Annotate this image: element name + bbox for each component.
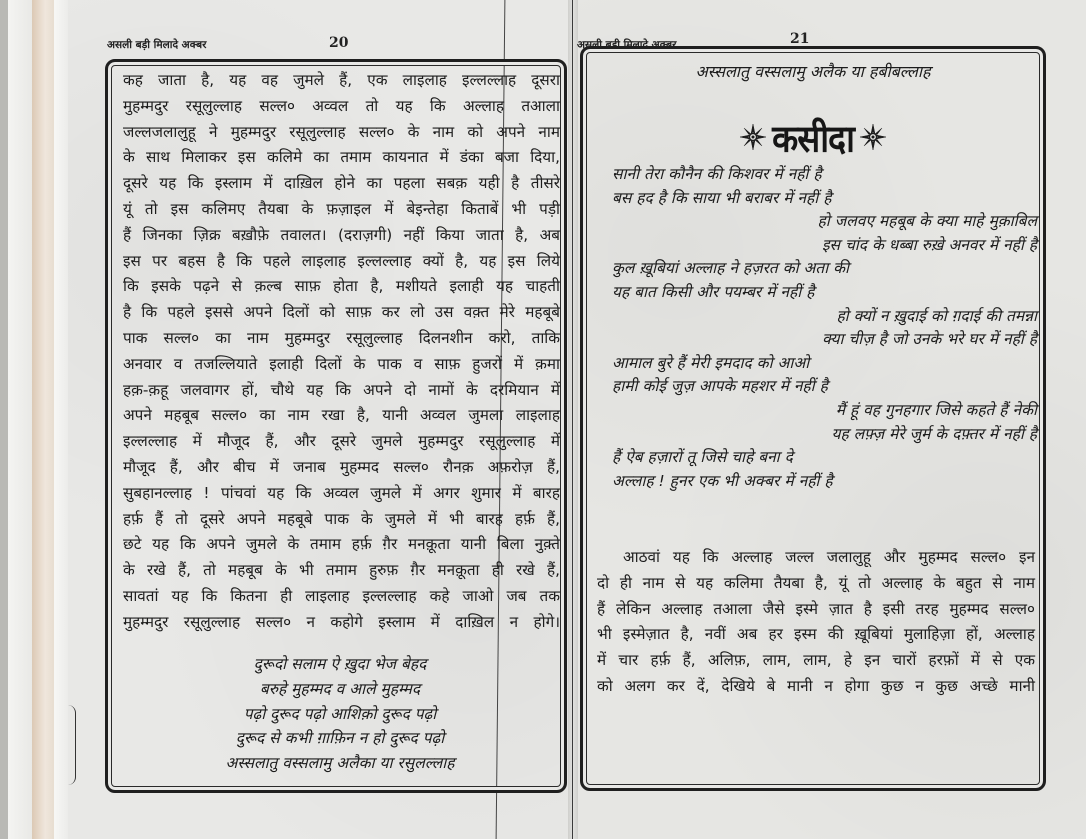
- verse-line: दुरूद से कभी ग़ाफ़िन न हो दुरूद पढ़ो: [235, 729, 445, 748]
- eight-point-star-icon: [860, 124, 886, 150]
- text-line: कि इसके पढ़ने से क़ल्ब साफ़ होता है, मशीयते इलाही यह चाहती: [123, 277, 560, 296]
- book-edge-inner: [54, 0, 68, 839]
- eight-point-star-icon: [740, 124, 766, 150]
- text-line: यूं तो इस कलिमए तैयबा के फ़ज़ाइल में बेइन्तेहा किताबें भी पड़ी: [123, 199, 560, 218]
- left-running-head: असली बड़ी मिलादे अक्बर: [107, 39, 207, 51]
- couplet-line: यह लफ़्ज़ मेरे जुर्म के दफ़्तर में नहीं है: [831, 424, 1037, 443]
- text-line: मौजूद हैं, और बीच में जनाब मुहम्मद सल्ल० रौनक़ अफ़रोज़ हैं,: [123, 457, 560, 476]
- qasida-couplets: [612, 163, 1037, 493]
- left-paragraph: [123, 68, 560, 636]
- text-line: जल्लजलालुहू ने मुहम्मदुर रसूलुल्लाह सल्ल० के नाम को अपने नाम: [123, 122, 560, 141]
- qasida-title: कसीदा: [772, 117, 854, 162]
- gutter-line: [572, 0, 573, 839]
- right-running-head: असली बड़ी मिलादे अक्बर: [577, 39, 677, 51]
- text-line: में चार हर्फ़ हैं, अलिफ़, लाम, लाम, हे इन चारों हरफ़ों में से एक: [597, 651, 1035, 670]
- margin-pen-mark: [68, 705, 76, 785]
- couplet-line: यह बात किसी और पयम्बर में नहीं है: [612, 282, 815, 301]
- text-line: है कि पहले इससे अपने दिलों को साफ़ कर लो उस वक़्त मेरे महबूबे: [123, 303, 560, 322]
- text-line: हक़-क़हू जलवागर हों, चौथे यह कि अपने दो नामों के दरमियान में: [123, 380, 560, 399]
- text-line: के रखे हैं, तो महबूब के भी तमाम हुरुफ़ ग़ैर मनक़ूता ही रखे हैं,: [123, 561, 560, 580]
- book-edge-outer: [0, 0, 8, 839]
- couplet-line: हामी कोई जुज़ आपके महशर में नहीं है: [612, 377, 828, 396]
- text-line: सुबहानल्लाह ! पांचवां यह कि अव्वल जुमले में अगर शुमार में बारह: [123, 483, 560, 502]
- couplet-line: कुल ख़ूबियां अल्लाह ने हज़रत को अता की: [612, 259, 850, 278]
- book-edge-cover: [32, 0, 54, 839]
- left-verse-block: [120, 652, 560, 776]
- couplet-line: मैं हूं वह गुनहगार जिसे कहते हैं नेकी: [835, 400, 1037, 419]
- text-line: हैं लेकिन अल्लाह तआला जैसे इस्मे ज़ात है इसी तरह मुहम्मद सल्ल०: [597, 599, 1035, 618]
- text-line: छटे यह कि अपने जुमले के तमाम हर्फ़ ग़ैर मनक़ूता यानी बिला नुक़्ते: [123, 535, 560, 554]
- right-page-number: 21: [790, 31, 810, 47]
- text-line: भी इस्मेज़ात है, नवीं अब हर इस्म की ख़ूबियां मुलाहिज़ा हों, अल्लाह: [597, 625, 1035, 644]
- text-line: पाक सल्ल० का नाम मुहम्मदुर रसूलुल्लाह दिलनशीन करो, ताकि: [123, 328, 560, 347]
- book-edge-pages: [8, 0, 32, 839]
- book-gutter: [568, 0, 578, 839]
- text-line: दो ही नाम से यह कलिमा तैयबा है, यूं तो अल्लाह के बहुत से नाम: [597, 573, 1035, 592]
- text-line: इस पर बहस है कि पहले लाइलाह इल्लल्लाह क्यों है, यह इस लिये: [123, 251, 560, 270]
- text-line: कह जाता है, यह वह जुमले हैं, एक लाइलाह इल्लल्लाह दूसरा: [123, 71, 560, 89]
- couplet-line: सानी तेरा कौनैन की किशवर में नहीं है: [612, 165, 822, 183]
- salutation-heading: अस्सलातु वस्सलामु अलैक या हबीबल्लाह: [695, 62, 931, 81]
- verse-line: अस्सलातु वस्सलामु अलैका या रसुलल्लाह: [225, 754, 455, 773]
- left-page-number: 20: [329, 35, 349, 51]
- text-line: मुहम्मदुर रसूलुल्लाह सल्ल० अव्वल तो यह कि अल्लाह तआला: [123, 96, 560, 115]
- text-line: दूसरे यह कि इस्लाम में दाख़िल होने का पहला सबक़ यही है तीसरे: [123, 174, 560, 193]
- couplet-line: अल्लाह ! हुनर एक भी अक्बर में नहीं है: [612, 471, 833, 490]
- right-paragraph: [597, 545, 1035, 700]
- couplet-line: हैं ऐब हज़ारों तू जिसे चाहे बना दे: [612, 448, 793, 467]
- text-line: आठवां यह कि अल्लाह जल्ल जलालुहू और मुहम्मद सल्ल० इन: [623, 548, 1035, 566]
- text-line: अपने महबूब सल्ल० का नाम रखा है, यानी अव्वल जुमला लाइलाह: [123, 406, 560, 425]
- verse-line: पढ़ो दुरूद पढ़ो आशिक़ो दुरूद पढ़ो: [243, 704, 437, 723]
- text-line: हर्फ़ हैं तो दूसरे अपने महबूबे पाक के जुमले में भी बारह हर्फ़ हैं,: [123, 509, 560, 528]
- couplet-line: बस हद है कि साया भी बराबर में नहीं है: [612, 188, 832, 207]
- verse-line: दुरूदो सलाम ऐ ख़ुदा भेज बेहद: [253, 655, 427, 673]
- text-line: सावतां यह कि कितना ही लाइलाह इल्लल्लाह कहे जाओ जब तक: [123, 586, 560, 605]
- text-line: के साथ मिलाकर इस कलिमे का तमाम कायनात में डंका बजा दिया,: [123, 148, 560, 167]
- couplet-line: इस चांद के धब्बा रुख़े अनवर में नहीं है: [821, 235, 1037, 254]
- couplet-line: आमाल बुरे हैं मेरी इमदाद को आओ: [612, 353, 810, 372]
- couplet-line: हो क्यों न ख़ुदाई को ग़दाई की तमन्ना: [836, 306, 1037, 325]
- text-line: हैं जिनका ज़िक्र बख़ौफ़े तवालत। (दराज़गी) नहीं किया जाता है, अब: [123, 225, 560, 244]
- couplet-line: क्या चीज़ है जो उनके भरे घर में नहीं है: [822, 330, 1037, 349]
- qasida-title-row: [580, 114, 1046, 160]
- text-line: को अलग कर दें, देखिये बे मानी न होगा कुछ न कुछ अच्छे मानी: [597, 676, 1035, 695]
- couplet-line: हो जलवए महबूब के क्या माहे मुक़ाबिल: [817, 212, 1037, 231]
- text-line: इल्लल्लाह में मौजूद हैं, और दूसरे जुमले मुहम्मदुर रसूलुल्लाह में: [123, 432, 560, 451]
- text-line: मुहम्मदुर रसूलुल्लाह सल्ल० न कहोगे इस्लाम में दाख़िल न होगे।: [123, 612, 560, 631]
- verse-line: बरुहे मुहम्मद व आले मुहम्मद: [259, 679, 421, 698]
- text-line: अनवार व तजल्लियाते इलाही दिलों के पाक व साफ़ हुजरों में क़मा: [123, 354, 560, 373]
